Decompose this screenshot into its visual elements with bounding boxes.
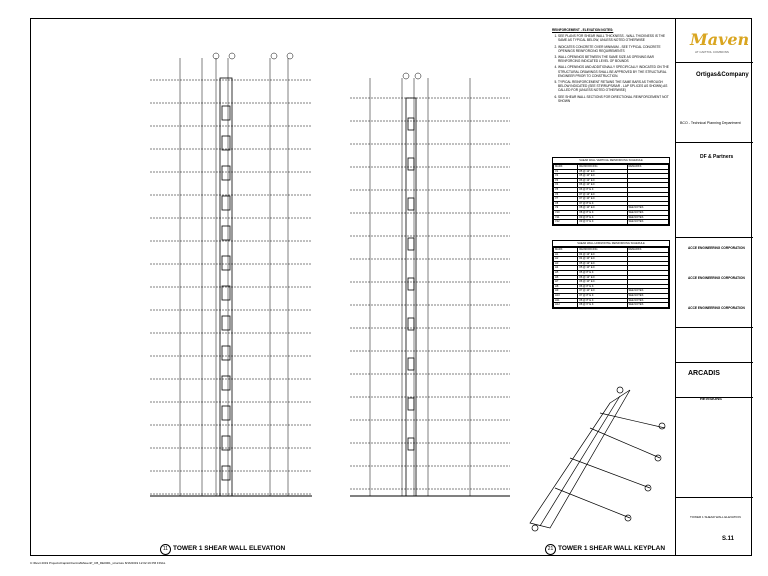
schedule-table [553,247,669,308]
table-cell: #4 @ 12" E.F. [578,252,627,257]
notes-heading: REINFORCEMENT - ELEVATION NOTES: [552,28,614,32]
project-logo-sub: AT CAPITOL COMMONS [695,50,729,54]
table-cell: #5 @ 10" E.F. [578,266,627,271]
note-item: 4. WALL OPENINGS AND ADDITIONALLY SPECIFICALLY INDICATED ON THE STRUCTURAL DRAWINGS SHALL BE APPROVED BY THE STRUCTURAL ENGINEER PRIOR TO CONSTRUCTION. [558,65,672,78]
header-cell: MARK [554,165,578,170]
table-cell: V10 [554,210,578,215]
table-cell: #8 @ 10" E.F. [578,206,627,211]
file-path-footer: C:\Revit 2019 Projects\Capitol\Central\MavenP_CB_RE0001_structure 8/16/2019 12:02:19 PM FINAL [30,561,166,565]
table-cell: H3 [554,261,578,266]
table-cell: SEE NOTES [627,303,669,308]
note-item: 3. WALL OPENINGS BETWEEN THE SAME SIZE AS OPENING BAR REINFORCING INDICATED LEVEL OF BOUNDS [558,55,672,63]
owner-name: Ortigas&Company [696,72,749,78]
table-cell: #4 @ 10" E.F. [578,257,627,262]
elevation-level-lines [150,80,312,494]
keyplan-title: TOWER 1 SHEAR WALL KEYPLAN [558,545,666,552]
table-cell: #8 @ 8" E.F. [578,210,627,215]
table-cell: H4 [554,266,578,271]
table-cell: #9 @ 8" E.F. [578,215,627,220]
table-cell: V5 [554,187,578,192]
consultant-cell-1 [676,328,753,363]
table-cell: #8 @ 8" E.F. [578,298,627,303]
header-cell: MARK [554,248,578,253]
owner-dept: BCO - Technical Planning Department [680,121,741,125]
table-cell: V9 [554,206,578,211]
engineers-cell [676,238,753,328]
sheet-title: TOWER 1 SHEAR WALL ELEVATION [690,515,741,519]
table-row [554,220,669,225]
elevation-title: TOWER 1 SHEAR WALL ELEVATION [173,545,286,552]
table-cell: #5 @ 10" E.F. [578,174,627,179]
title-block [675,18,752,556]
header-cell: REINFORCING [578,248,627,253]
sheet-number: S.11 [722,536,735,542]
table-cell: SEE NOTES [627,220,669,225]
diagonal-keyplan [530,387,665,531]
table-cell: SEE NOTES [627,298,669,303]
table-cell: SEE NOTES [627,289,669,294]
table-cell: H8 [554,284,578,289]
table-cell: H2 [554,257,578,262]
table-cell: H1 [554,252,578,257]
engineer-name-1: ACCE ENGINEERING CORPORATION [688,246,745,250]
table-cell: #6 @ 8" E.F. [578,187,627,192]
architect-name: DF & Partners [700,154,734,160]
engineer-name-2: ACCE ENGINEERING CORPORATION [688,276,745,280]
table-cell: V8 [554,201,578,206]
table-cell: H11 [554,298,578,303]
table-cell: H12 [554,303,578,308]
keyplan-grid-lines [370,73,470,496]
table-cell: #7 @ 12" E.F. [578,192,627,197]
table-cell: #9 @ 6" E.F. [578,220,627,225]
table-cell: V7 [554,197,578,202]
consultant-name: ARCADIS [688,370,720,377]
table-cell: #7 @ 10" E.F. [578,197,627,202]
project-logo: Maven [690,30,750,49]
schedule-title: SHEAR WALL VERTICAL REINFORCING SCHEDULE [553,158,669,164]
note-item: 5. TYPICAL REINFORCEMENT RETAINS THE SAME BARS AS THROUGH BELOW INDICATED (SEE STIRRUPS/BAR - LAP SPLICES AS SHOWN) AS CALLED FOR (UNLESS NOTED OTHERWISE) [558,80,672,93]
elevation-grid-lines [180,53,293,496]
table-cell: H9 [554,289,578,294]
table-cell: #5 @ 12" E.F. [578,169,627,174]
table-cell: #6 @ 12" E.F. [578,275,627,280]
vertical-reinforcing-schedule [552,157,670,226]
note-item: 2. INDICATES CONCRETE OVER MINIMUM - SEE TYPICAL CONCRETE OPENINGS REINFORCING REQUIREMENTS [558,45,672,53]
table-cell: SEE NOTES [627,215,669,220]
table-cell: #7 @ 8" E.F. [578,293,627,298]
table-cell: #6 @ 8" E.F. [578,284,627,289]
table-cell: V6 [554,192,578,197]
keyplan-callout: 21 [545,544,556,555]
horizontal-reinforcing-schedule [552,240,670,309]
table-cell: V3 [554,178,578,183]
table-cell: V2 [554,174,578,179]
elevation-notes [552,28,672,105]
table-cell: #5 @ 8" E.F. [578,270,627,275]
revisions-label: REVISIONS [700,396,722,401]
consultant-cell-2 [676,363,753,398]
table-cell: #5 @ 12" E.F. [578,261,627,266]
table-cell: H6 [554,275,578,280]
table-cell: #7 @ 8" E.F. [578,201,627,206]
table-row [554,303,669,308]
table-cell: V11 [554,215,578,220]
elevation-callout: 11 [160,544,171,555]
keyplan-level-lines [350,98,510,489]
sheet-info-cell [676,498,753,556]
table-cell: #6 @ 10" E.F. [578,183,627,188]
table-cell: H5 [554,270,578,275]
table-cell: #7 @ 10" E.F. [578,289,627,294]
keyplan-wall-core [406,98,416,496]
note-item: 6. SEE SHEAR WALL SECTIONS FOR DIRECTIONAL REINFORCEMENT NOT SHOWN [558,95,672,103]
note-item: 1. SEE PLANS FOR SHEAR WALL THICKNESS - WALL THICKNESS IS THE SAME AS TYPICAL BELOW, UNLESS NOTED OTHERWISE [558,34,672,42]
notes-list [552,34,672,103]
table-cell: V12 [554,220,578,225]
table-cell: V4 [554,183,578,188]
header-cell: REMARKS [627,165,669,170]
table-cell: SEE NOTES [627,293,669,298]
header-cell: REINFORCING [578,165,627,170]
table-cell: H10 [554,293,578,298]
revisions-cell [676,398,753,498]
table-cell: SEE NOTES [627,210,669,215]
header-cell: REMARKS [627,248,669,253]
table-cell: H7 [554,280,578,285]
table-cell: #6 @ 12" E.F. [578,178,627,183]
schedule-table [553,164,669,225]
table-cell: #6 @ 10" E.F. [578,280,627,285]
table-cell: #8 @ 6" E.F. [578,303,627,308]
schedule-title: SHEAR WALL HORIZONTAL REINFORCING SCHEDULE [553,241,669,247]
engineer-name-3: ACCE ENGINEERING CORPORATION [688,306,745,310]
table-cell: V1 [554,169,578,174]
table-cell: SEE NOTES [627,206,669,211]
